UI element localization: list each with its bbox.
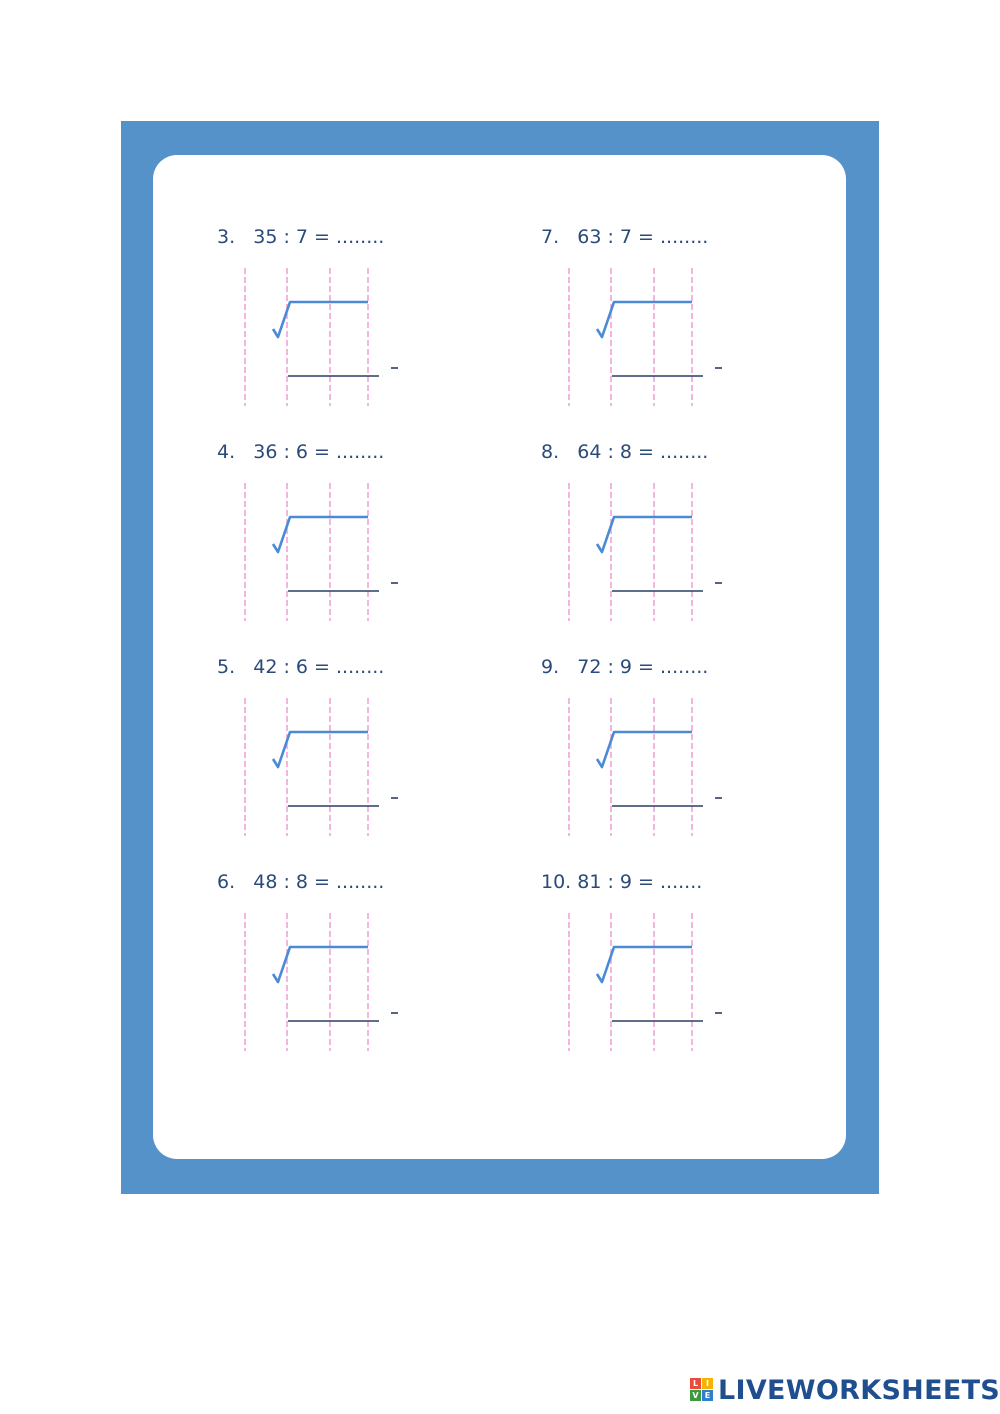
- problem-label: 3. 35 : 7 = ........: [217, 226, 385, 248]
- division-problem: [541, 871, 781, 1061]
- problem-label: 10. 81 : 9 = .......: [541, 871, 703, 893]
- logo-letter: L: [690, 1378, 701, 1389]
- division-problem: [217, 441, 457, 631]
- logo-letter: V: [690, 1390, 701, 1401]
- problem-label: 5. 42 : 6 = ........: [217, 656, 385, 678]
- logo-letter: I: [702, 1378, 713, 1389]
- long-division-grid: [541, 441, 781, 631]
- division-problem: [541, 656, 781, 846]
- division-problem: [217, 656, 457, 846]
- division-problem: [217, 871, 457, 1061]
- division-problem: [217, 226, 457, 416]
- logo-letter: E: [702, 1390, 713, 1401]
- division-problem: [541, 226, 781, 416]
- liveworksheets-brand: [690, 1374, 1000, 1406]
- problem-label: 6. 48 : 8 = ........: [217, 871, 385, 893]
- liveworksheets-logo-icon: [690, 1378, 714, 1402]
- problem-label: 7. 63 : 7 = ........: [541, 226, 709, 248]
- long-division-grid: [541, 871, 781, 1061]
- problem-label: 4. 36 : 6 = ........: [217, 441, 385, 463]
- long-division-grid: [217, 226, 457, 416]
- long-division-grid: [217, 871, 457, 1061]
- problem-label: 8. 64 : 8 = ........: [541, 441, 709, 463]
- long-division-grid: [541, 656, 781, 846]
- long-division-grid: [217, 441, 457, 631]
- long-division-grid: [541, 226, 781, 416]
- division-problem: [541, 441, 781, 631]
- brand-wordmark: LIVEWORKSHEETS: [718, 1374, 1000, 1406]
- problem-label: 9. 72 : 9 = ........: [541, 656, 709, 678]
- long-division-grid: [217, 656, 457, 846]
